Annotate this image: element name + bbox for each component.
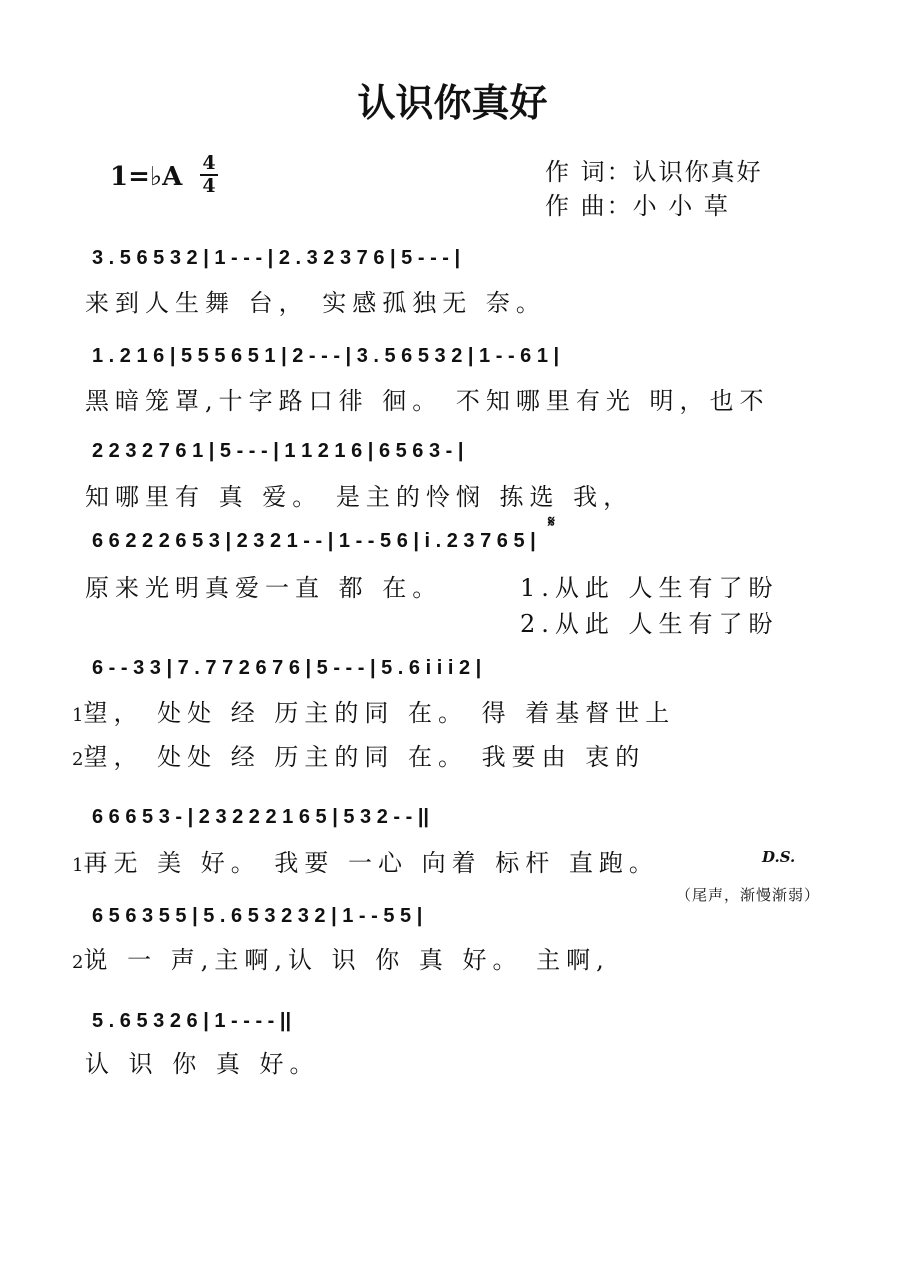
notation-line-7: 6 5 6 3 5 5 | 5 . 6 5 3 2 3 2 | 1 - - 5 5 | (92, 905, 423, 927)
lyric-verse1-pickup: 1.从此 人生有了盼 (520, 574, 779, 602)
segno-sign: 𝄋 (548, 512, 555, 531)
time-signature (200, 154, 218, 196)
lyric-line-1: 来到人生舞 台， 实感孤独无 奈。 (85, 289, 546, 317)
notation-line-4: 6 6 2 2 2 6 5 3 | 2 3 2 1 - - | 1 - - 5 6 | i . 2 3 7 6 5 | (92, 530, 536, 552)
lyric-verse2-pickup: 2.从此 人生有了盼 (520, 610, 779, 638)
composer-credit: 作 曲：小 小 草 (545, 192, 730, 220)
lyric-line-5-verse1 (72, 693, 675, 728)
verse-number-2: 2 (72, 749, 84, 770)
time-signature-bottom: 4 (202, 175, 216, 197)
lyric-line-7-text: 说 一 声,主啊,认 识 你 真 好。 主啊, (83, 946, 610, 974)
ds-marking: D.S. (762, 848, 796, 866)
lyric-line-4: 原来光明真爱一直 都 在。 (85, 574, 443, 602)
lyric-line-3: 知哪里有 真 爱。 是主的怜悯 拣选 我， (85, 483, 634, 511)
time-signature-top: 4 (202, 152, 216, 174)
coda-note: （尾声，渐慢渐弱） (676, 886, 821, 904)
verse-number-2b: 2 (72, 952, 84, 973)
notation-line-2: 1 . 2 1 6 | 5 5 5 6 5 1 | 2 - - - | 3 . 5 6 5 3 2 | 1 - - 6 1 | (92, 345, 560, 367)
verse-number-1: 1 (72, 705, 84, 726)
lyric-line-2: 黑暗笼罩,十字路口徘 徊。 不知哪里有光 明，也不 (85, 387, 770, 415)
notation-line-1: 3 . 5 6 5 3 2 | 1 - - - | 2 . 3 2 3 7 6 | 5 - - - | (92, 247, 461, 269)
lyric-line-6 (72, 843, 659, 878)
notation-line-3: 2 2 3 2 7 6 1 | 5 - - - | 1 1 2 1 6 | 6 5 6 3 - | (92, 440, 464, 462)
notation-line-5: 6 - - 3 3 | 7 . 7 7 2 6 7 6 | 5 - - - | 5 . 6 i i i 2 | (92, 657, 482, 679)
lyric-line-6-text: 再无 美 好。 我要 一心 向着 标杆 直跑。 (83, 849, 659, 877)
lyric-line-8: 认 识 你 真 好。 (85, 1050, 320, 1078)
lyric-line-5-verse2 (72, 737, 645, 772)
verse-number-1b: 1 (72, 855, 84, 876)
song-title: 认识你真好 (357, 80, 548, 125)
lyric-line-5-verse1-text: 望， 处处 经 历主的同 在。 得 着基督世上 (83, 699, 676, 727)
key-signature: 1=♭A (110, 162, 183, 192)
lyricist-credit: 作 词：认识你真好 (545, 158, 763, 186)
lyric-line-7 (72, 940, 610, 975)
notation-line-8: 5 . 6 5 3 2 6 | 1 - - - - || (92, 1010, 292, 1032)
lyric-line-5-verse2-text: 望， 处处 经 历主的同 在。 我要由 衷的 (83, 743, 646, 771)
notation-line-6: 6 6 6 5 3 - | 2 3 2 2 2 1 6 5 | 5 3 2 - - || (92, 806, 430, 828)
